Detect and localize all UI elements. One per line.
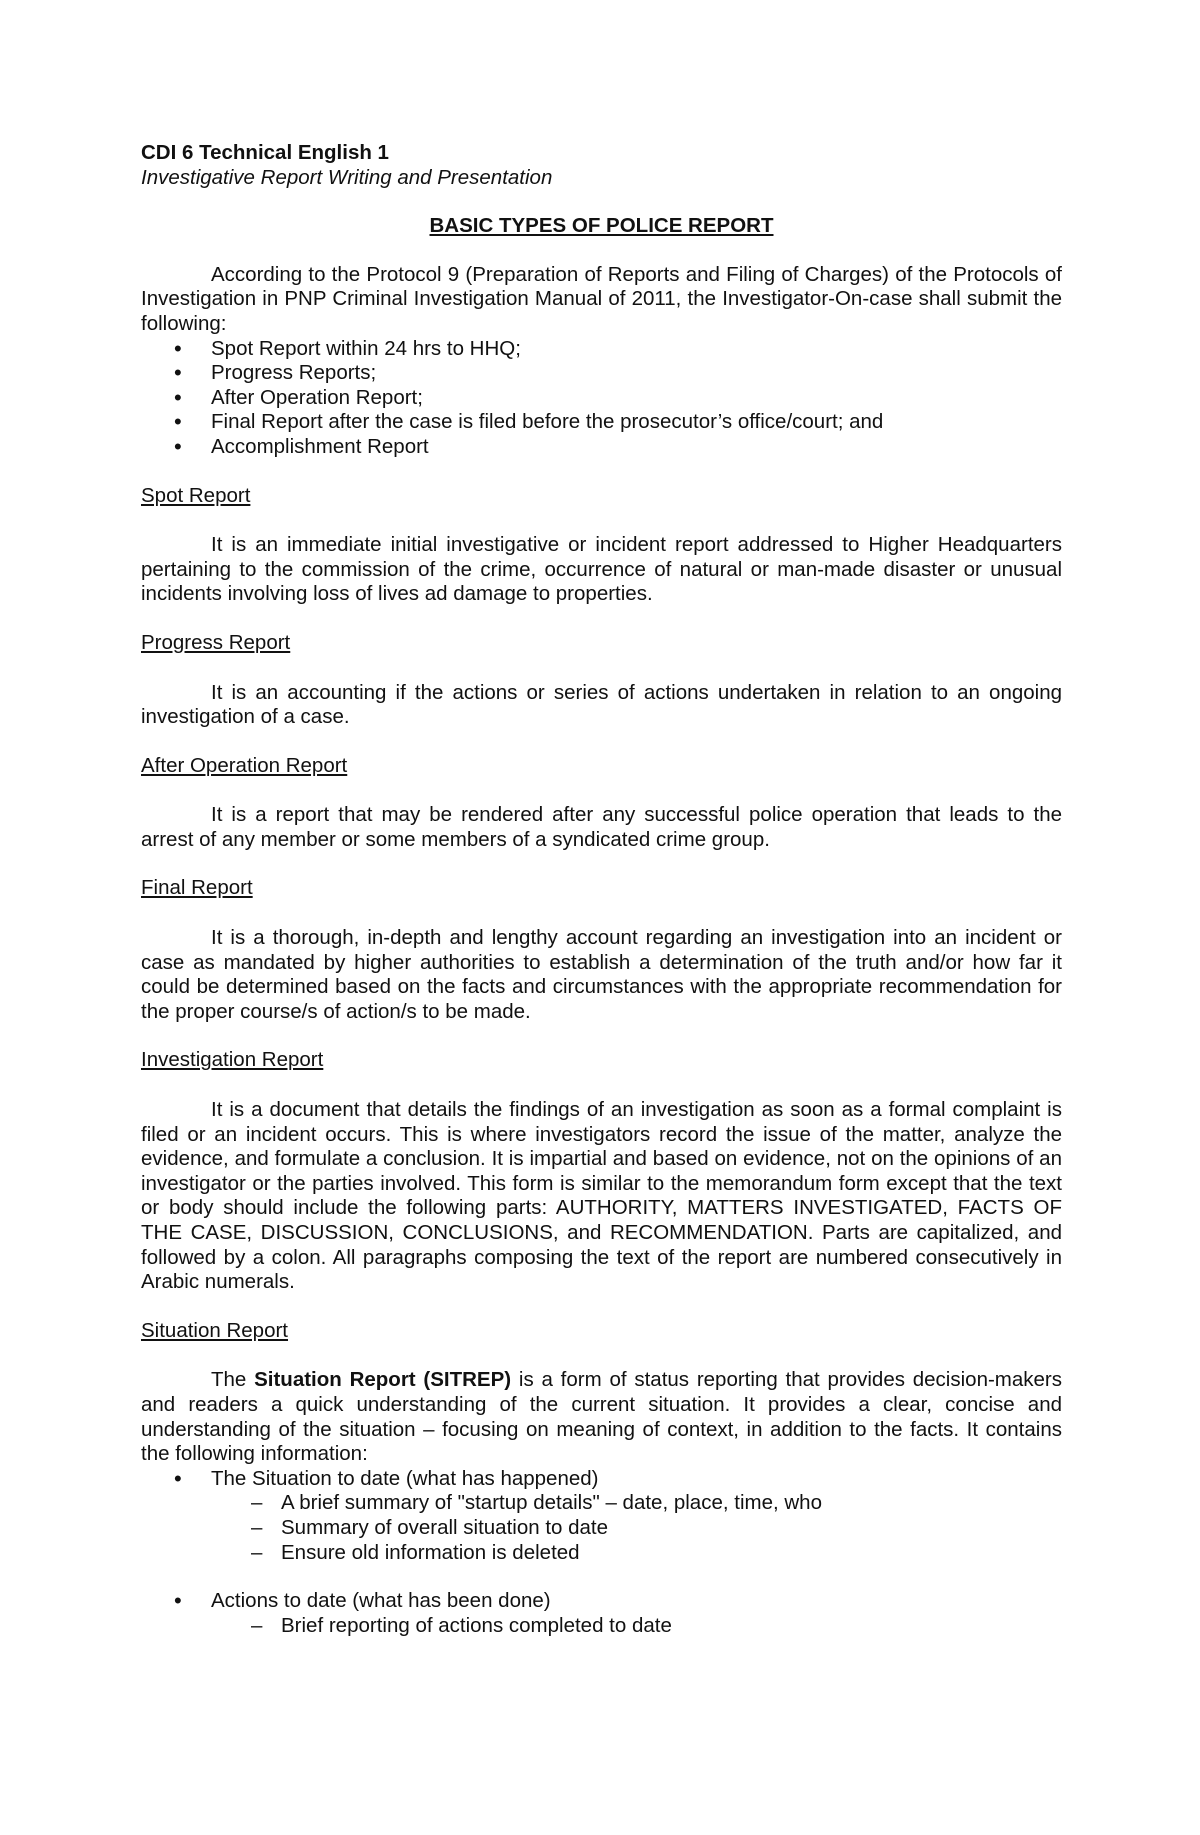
- progress-report-body: It is an accounting if the actions or series of actions undertaken in relation to an ongoing investigation of a case.: [141, 680, 1062, 729]
- course-title: CDI 6 Technical English 1: [141, 141, 389, 164]
- after-operation-report-body: It is a report that may be rendered after any successful police operation that leads to the arrest of any member or some members of a syndicated crime group.: [141, 803, 1062, 851]
- situation-body-lead: The: [211, 1368, 255, 1392]
- list-item: – Brief reporting of actions completed to date: [211, 1614, 1062, 1639]
- investigation-report-body: It is a document that details the findings of an investigation as soon as a formal complaint is filed or an incident occurs. This is where investigators record the issue of the matter, analyze the evidence, and formulate a conclusion. It is impartial and based on evidence, not on the opinions of an investigator or the parties involved. This form is similar to the memorandum form except that the text or body should include the following parts: AUTHORITY, MATTERS INVESTIGATED, FACTS OF THE CASE, DISCUSSION, CONCLUSIONS, and RECOMMENDATION. Parts are capitalized, and followed by a colon. All paragraphs composing the text of the report are numbered consecutively in Arabic numerals.: [141, 1098, 1062, 1294]
- list-item: [141, 1467, 1062, 1565]
- final-report-body: It is a thorough, in-depth and lengthy account regarding an investigation into an incident or case as mandated by higher authorities to establish a determination of the truth and/or how far it could be determined based on the facts and circumstances with the appropriate recommendation for the proper course/s of action/s to be made.: [141, 926, 1062, 1023]
- intro-paragraph: According to the Protocol 9 (Preparation of Reports and Filing of Charges) of the Protocols of Investigation in PNP Criminal Investigation Manual of 2011, the Investigator-On-case shall submit the following:: [141, 262, 1062, 335]
- situation-report-heading: Situation Report: [141, 1318, 289, 1342]
- situation-body-rest: is a form of status reporting that provides decision-makers and readers a quick understanding of the current situation. It provides a clear, concise and understanding of the situation – focusing on meaning of context, in addition to the facts. It contains the following information:: [141, 1368, 1062, 1466]
- progress-report-heading: Progress Report: [141, 630, 291, 654]
- list-item: • Final Report after the case is filed before the prosecutor’s office/court; and: [141, 410, 1062, 435]
- course-subtitle: Investigative Report Writing and Presentation: [141, 165, 553, 189]
- list-item: • Accomplishment Report: [141, 435, 1062, 460]
- report-types-list: [141, 337, 1062, 460]
- sitrep-subitems: [211, 1614, 1062, 1639]
- sitrep-item-label: Actions to date (what has been done): [211, 1589, 551, 1613]
- investigation-report-heading: Investigation Report: [141, 1048, 324, 1072]
- situation-report-body: [141, 1368, 1062, 1466]
- list-item: – A brief summary of "startup details" – date, place, time, who: [211, 1491, 1062, 1516]
- sitrep-contents-list: [141, 1467, 1062, 1639]
- after-operation-report-heading: After Operation Report: [141, 753, 348, 777]
- list-item: • After Operation Report;: [141, 386, 1062, 411]
- main-heading: BASIC TYPES OF POLICE REPORT: [429, 214, 774, 238]
- list-item: – Ensure old information is deleted: [211, 1541, 1062, 1566]
- list-item: • Spot Report within 24 hrs to HHQ;: [141, 337, 1062, 362]
- list-item: • Progress Reports;: [141, 361, 1062, 386]
- list-item: – Summary of overall situation to date: [211, 1516, 1062, 1541]
- sitrep-subitems: [211, 1491, 1062, 1565]
- spot-report-body: It is an immediate initial investigative or incident report addressed to Higher Headquarters pertaining to the commission of the crime, occurrence of natural or man-made disaster or unusual incidents involving loss of lives ad damage to properties.: [141, 533, 1062, 606]
- final-report-heading: Final Report: [141, 876, 253, 900]
- sitrep-item-label: The Situation to date (what has happened): [211, 1466, 599, 1490]
- document-page: [141, 141, 1062, 1638]
- sitrep-term: Situation Report (SITREP): [254, 1368, 512, 1392]
- spot-report-heading: Spot Report: [141, 483, 251, 507]
- list-item: [141, 1589, 1062, 1638]
